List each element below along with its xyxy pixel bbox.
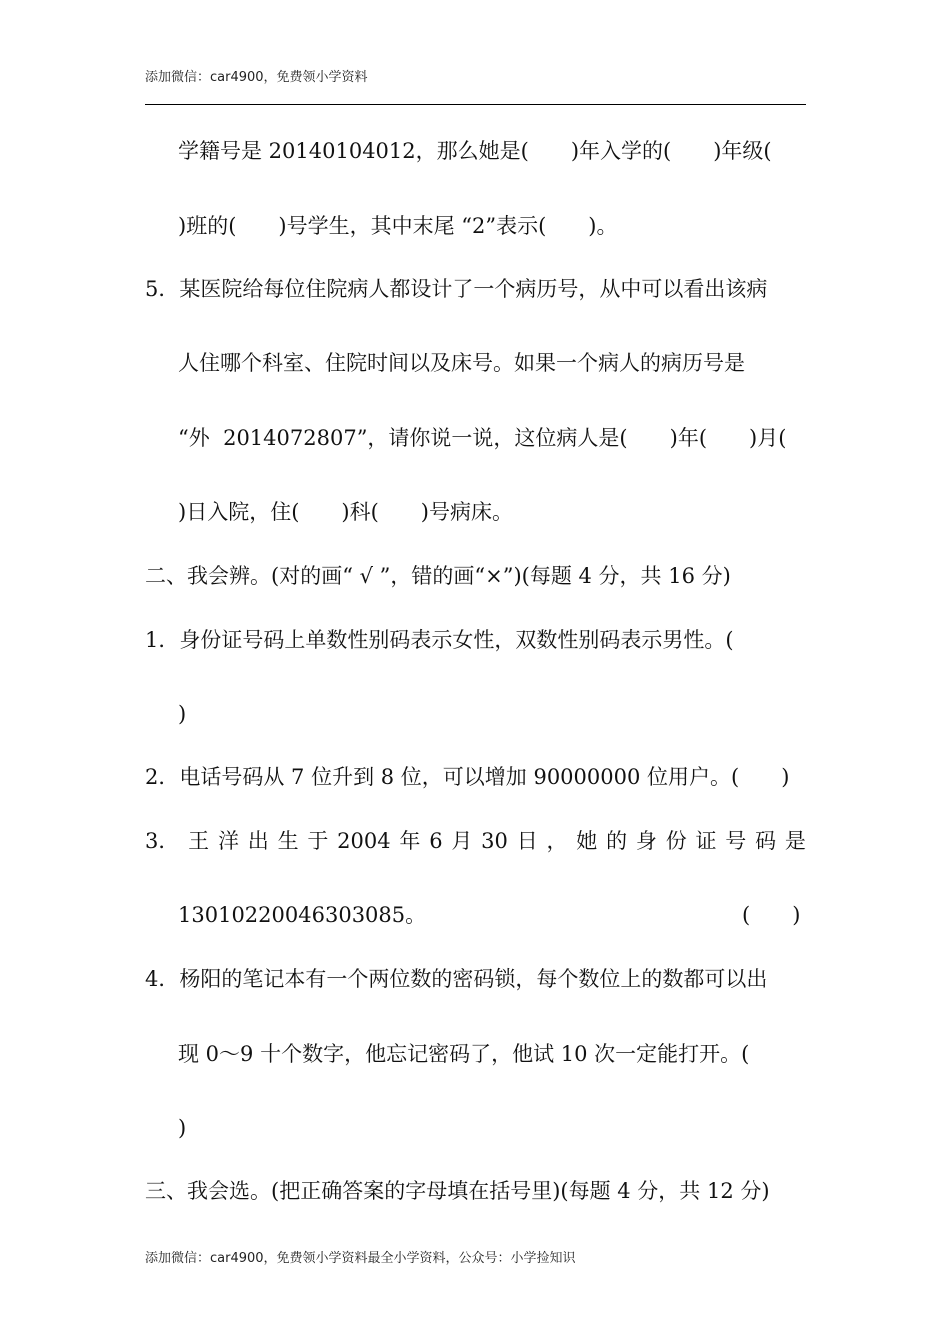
page-header: 添加微信：car4900，免费领小学资料 [145, 70, 368, 85]
q5-text-line-1: 5．某医院给每位住院病人都设计了一个病历号，从中可以看出该病 [145, 277, 768, 301]
s2-q3-token: 生 [277, 829, 299, 853]
s2-q3-token: 年 [399, 829, 421, 853]
section-2-title: 二、我会辨。(对的画“ √ ”，错的画“×”)(每题 4 分，共 16 分) [145, 564, 731, 588]
s2-q3-token: 于 [307, 829, 329, 853]
q5-text-line-2: 人住哪个科室、住院时间以及床号。如果一个病人的病历号是 [178, 351, 745, 375]
s2-q3-token: 身 [635, 829, 657, 853]
s2-q3-token: 王 [188, 829, 210, 853]
s2-q3-token: 她 [576, 829, 598, 853]
s2-q1-line-2: ) [178, 702, 187, 726]
s2-q3-token: 3． [145, 829, 180, 853]
q4-text-line-2: 学籍号是 20140104012，那么她是( )年入学的( )年级( [178, 139, 772, 163]
s2-q3-token: 是 [784, 829, 806, 853]
page-footer: 添加微信：car4900，免费领小学资料最全小学资料，公众号：小学捡知识 [145, 1251, 576, 1266]
s2-q3-token: 证 [695, 829, 717, 853]
s2-q3-token: ， [546, 829, 568, 853]
s2-q4-line-3: ) [178, 1116, 187, 1140]
s2-q3-token: 30 [481, 829, 508, 853]
s2-q3-token: 6 [429, 829, 443, 853]
s2-q3-token: 日 [516, 829, 538, 853]
s2-q3-token: 洋 [217, 829, 239, 853]
s2-q2-line-1: 2．电话号码从 7 位升到 8 位，可以增加 90000000 位用户。( ) [145, 765, 790, 789]
q5-text-line-3: “外 2014072807”，请你说一说，这位病人是( )年( )月( [178, 426, 787, 450]
s2-q3-token: 的 [606, 829, 628, 853]
s2-q4-line-2: 现 0～9 十个数字，他忘记密码了，他试 10 次一定能打开。( [178, 1042, 750, 1066]
section-3-title: 三、我会选。(把正确答案的字母填在括号里)(每题 4 分，共 12 分) [145, 1179, 770, 1203]
s2-q3-answer-paren: ( ) [742, 903, 801, 927]
s2-q3-token: 码 [755, 829, 777, 853]
header-divider [145, 104, 806, 105]
s2-q3-line-2: 13010220046303085。 [178, 903, 427, 927]
s2-q3-token: 号 [725, 829, 747, 853]
s2-q3-token: 2004 [337, 829, 391, 853]
s2-q3-line-1 [145, 827, 806, 855]
s2-q3-token: 出 [247, 829, 269, 853]
s2-q1-line-1: 1．身份证号码上单数性别码表示女性，双数性别码表示男性。( [145, 628, 734, 652]
q5-text-line-4: )日入院，住( )科( )号病床。 [178, 500, 513, 524]
q4-text-line-3: )班的( )号学生，其中末尾 “2”表示( )。 [178, 214, 618, 238]
s2-q3-token: 份 [665, 829, 687, 853]
s2-q4-line-1: 4．杨阳的笔记本有一个两位数的密码锁，每个数位上的数都可以出 [145, 967, 768, 991]
s2-q3-token: 月 [451, 829, 473, 853]
